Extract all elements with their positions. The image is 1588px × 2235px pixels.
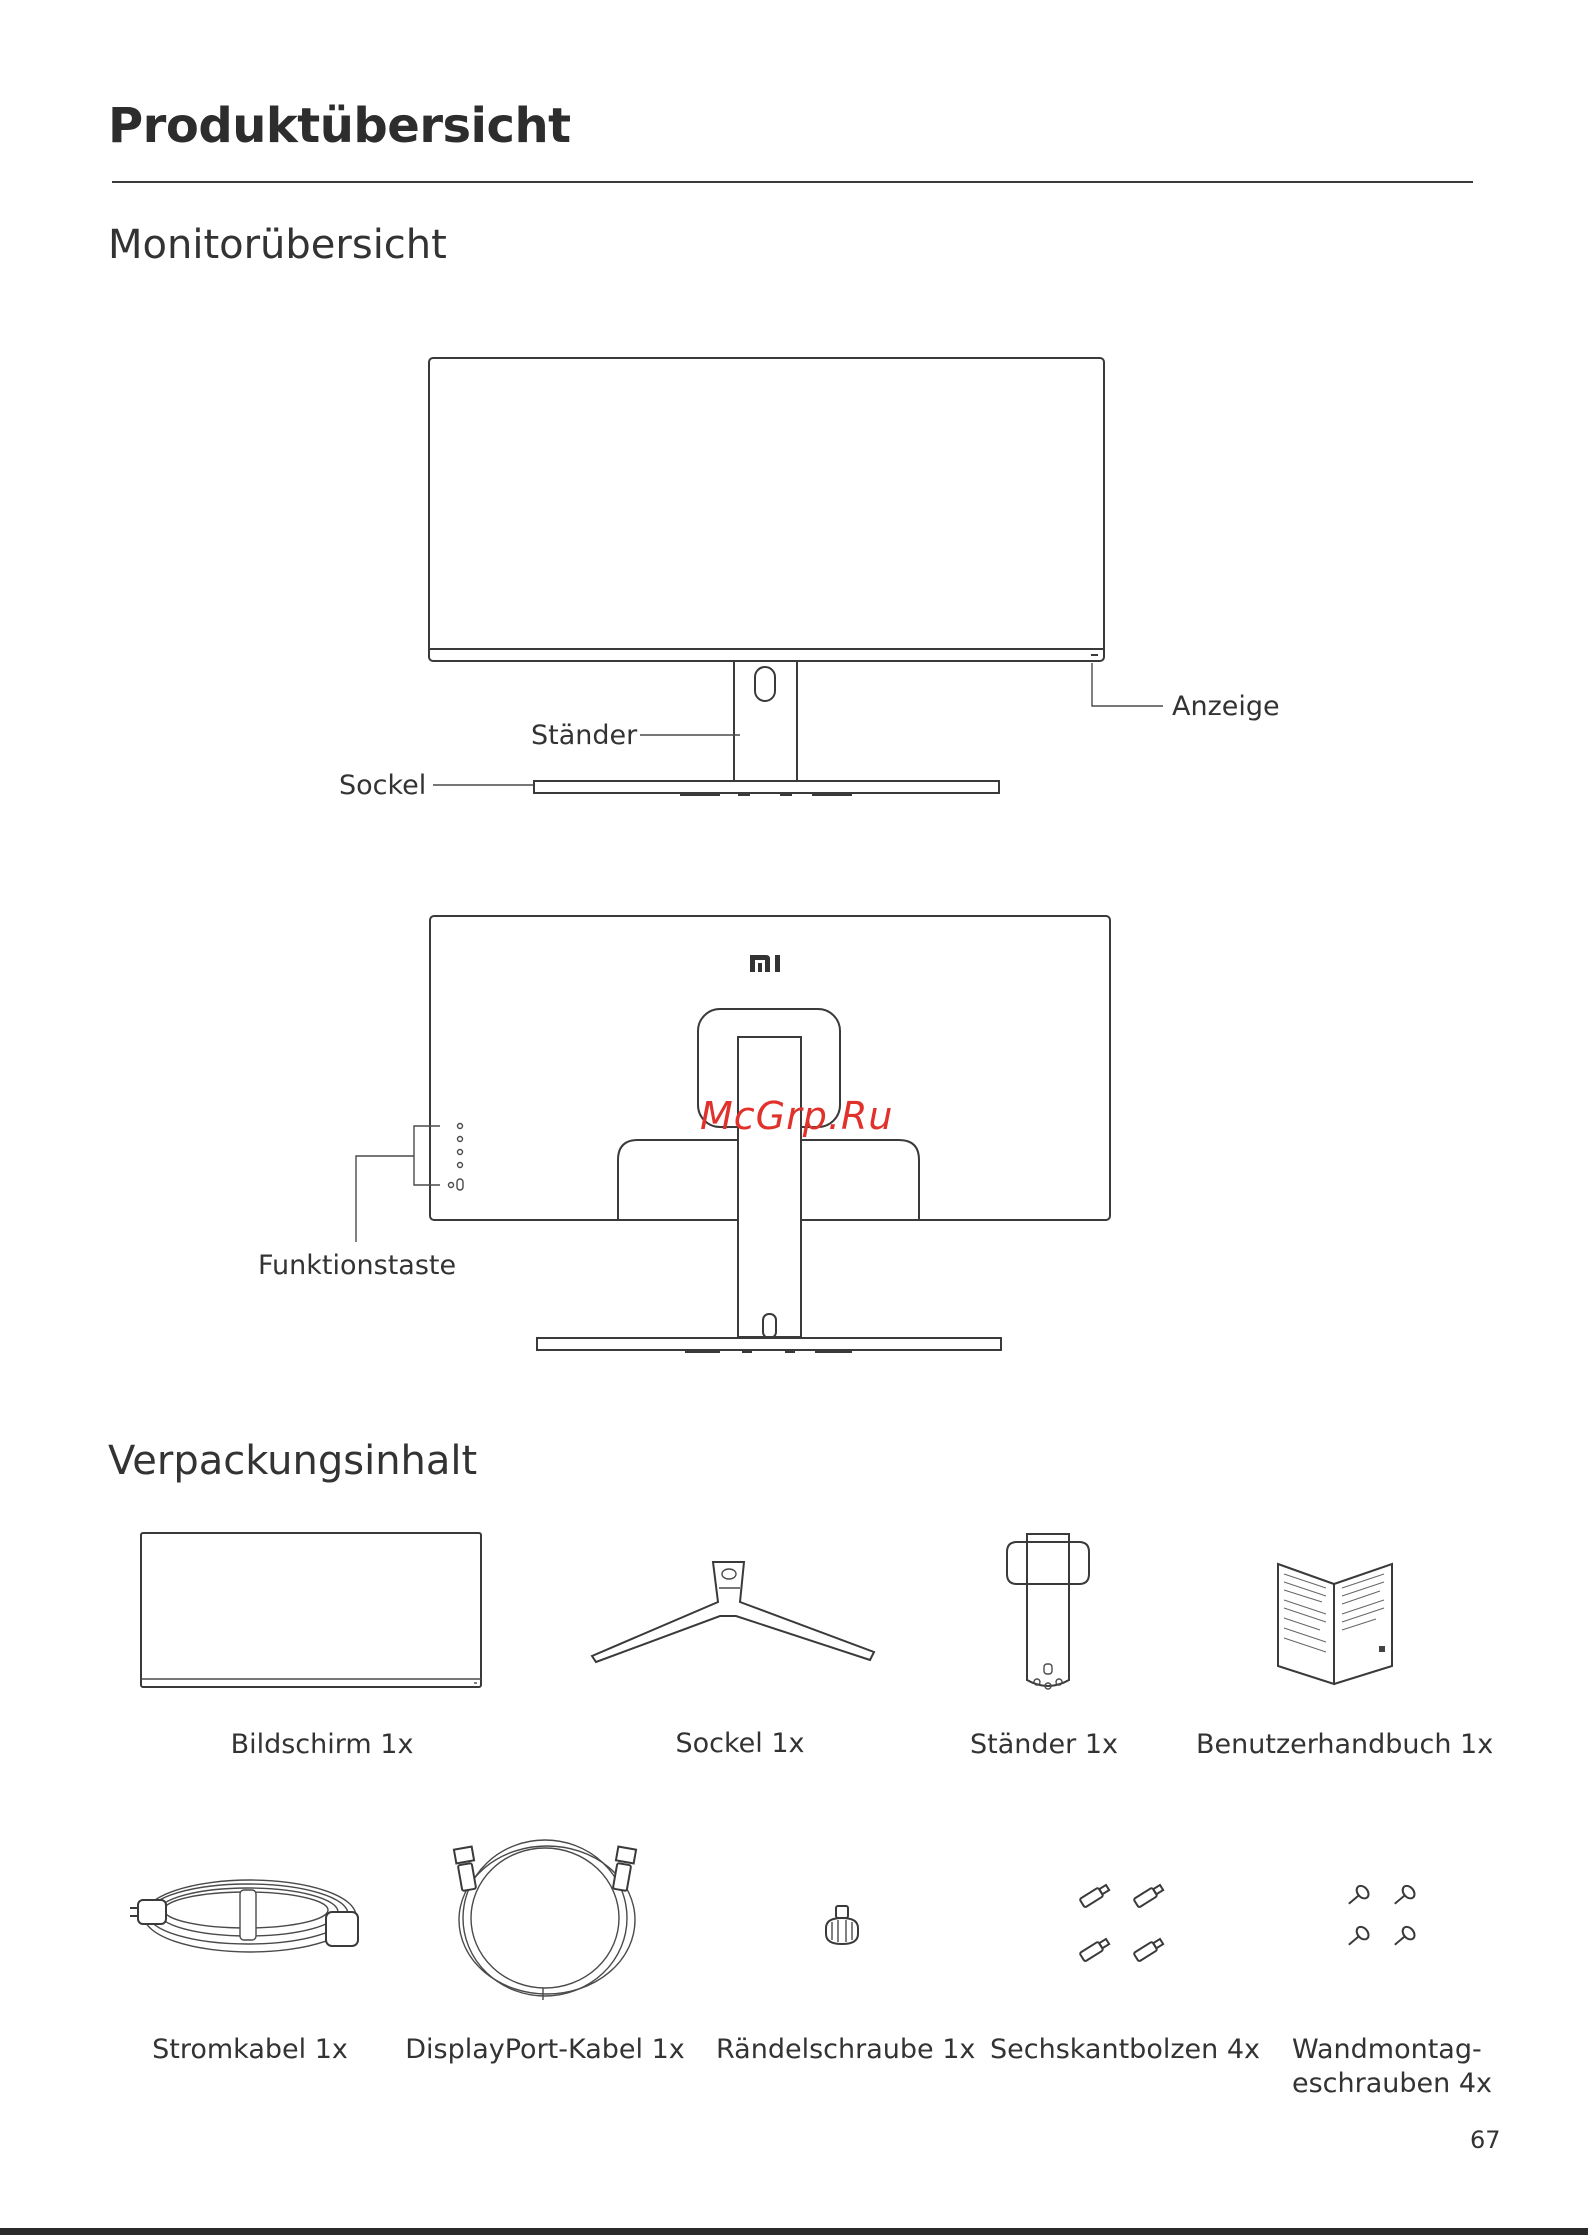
- package-item-label: Rändelschraube 1x: [716, 2034, 976, 2065]
- manual-icon: [1276, 1560, 1396, 1688]
- base-label: Sockel: [339, 770, 427, 801]
- thumb-screw-icon: [822, 1904, 866, 1948]
- wall-screw-icon: [1344, 1882, 1424, 1952]
- package-contents-heading: Verpackungsinhalt: [108, 1438, 478, 1484]
- bottom-bar: [0, 2228, 1588, 2235]
- package-item-label: Ständer 1x: [970, 1729, 1118, 1760]
- package-item-label-continued: eschrauben 4x: [1292, 2068, 1492, 2099]
- package-item-label: DisplayPort-Kabel 1x: [405, 2034, 685, 2065]
- stand-icon: [1003, 1530, 1093, 1700]
- monitor-overview-heading: Monitorübersicht: [108, 222, 447, 268]
- watermark: McGrp.Ru: [700, 1094, 894, 1138]
- mi-logo: [748, 952, 784, 974]
- package-item-label: Wandmontag-: [1292, 2034, 1482, 2065]
- package-item-label: Sechskantbolzen 4x: [990, 2034, 1260, 2065]
- package-item-label: Stromkabel 1x: [152, 2034, 348, 2065]
- indicator-label: Anzeige: [1172, 691, 1280, 722]
- page-title: Produktübersicht: [108, 98, 571, 154]
- power-cable-icon: [130, 1862, 365, 1968]
- hex-bolt-icon: [1078, 1880, 1172, 1970]
- package-item-label: Sockel 1x: [675, 1728, 805, 1759]
- package-item-label: Bildschirm 1x: [230, 1729, 414, 1760]
- stand-label: Ständer: [531, 720, 638, 751]
- monitor-icon: [140, 1532, 482, 1690]
- page-number: 67: [1470, 2126, 1501, 2154]
- package-item-label: Benutzerhandbuch 1x: [1196, 1729, 1494, 1760]
- function-button-label: Funktionstaste: [258, 1250, 457, 1281]
- base-icon: [588, 1558, 878, 1668]
- displayport-cable-icon: [445, 1828, 645, 1998]
